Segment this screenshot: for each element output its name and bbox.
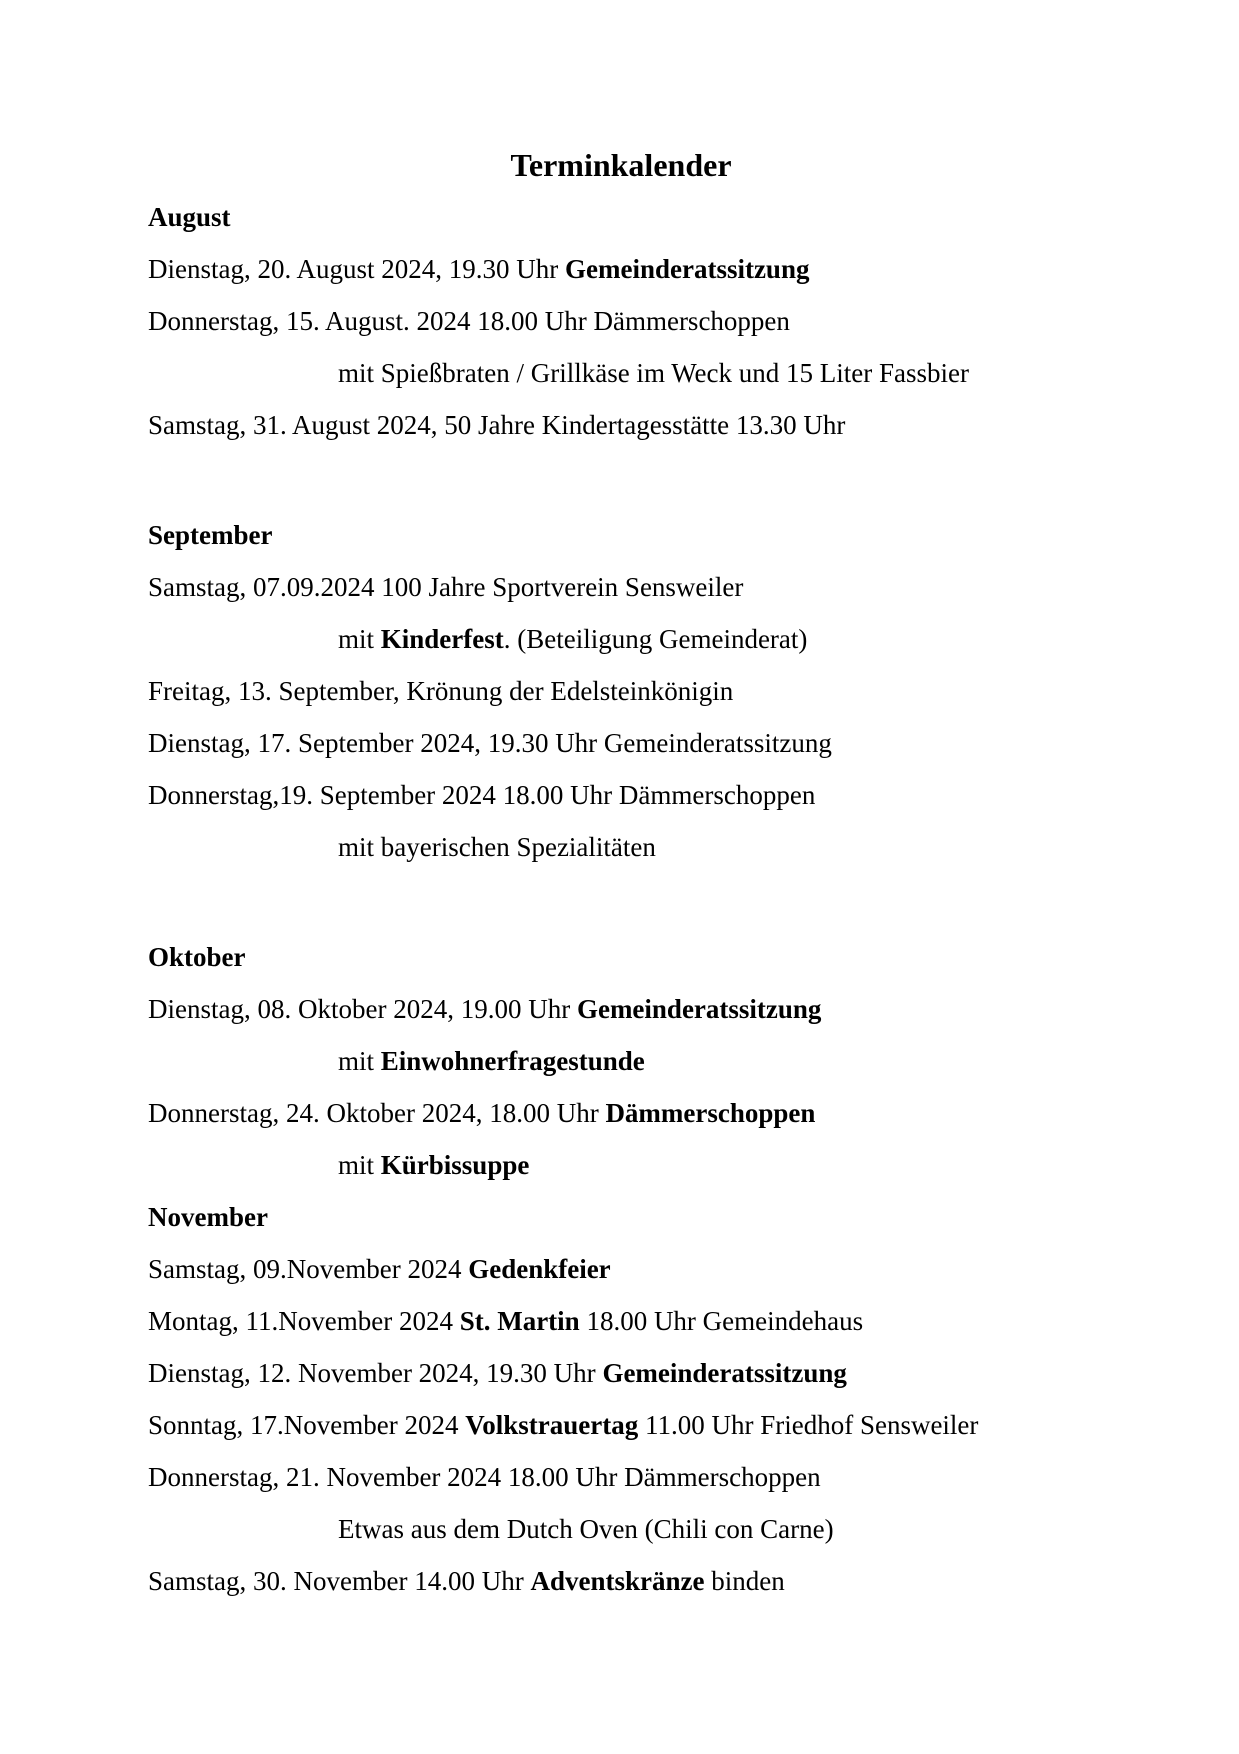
event-detail-line	[148, 1035, 1094, 1087]
month-heading: September	[148, 520, 273, 550]
event-line	[148, 1399, 1094, 1451]
blank-line	[148, 873, 1094, 931]
event-detail-line	[148, 1503, 1094, 1555]
event-highlight-text: Kürbissuppe	[380, 1150, 530, 1180]
event-highlight-text: Gemeinderatssitzung	[602, 1358, 847, 1388]
doc-body	[148, 191, 1094, 1607]
doc-title: Terminkalender	[510, 147, 732, 183]
event-line	[148, 1295, 1094, 1347]
event-text: Etwas aus dem Dutch Oven (Chili con Carne)	[338, 1514, 834, 1544]
event-text: Donnerstag,19. September 2024 18.00 Uhr Dämmerschoppen	[148, 780, 816, 810]
event-text: Dienstag, 12. November 2024, 19.30 Uhr	[148, 1358, 603, 1388]
event-highlight-text: Volkstrauertag	[465, 1410, 639, 1440]
event-text: mit bayerischen Spezialitäten	[338, 832, 656, 862]
month-heading: Oktober	[148, 942, 246, 972]
event-detail-line	[148, 347, 1094, 399]
event-line	[148, 399, 1094, 451]
blank-line	[148, 451, 1094, 509]
event-highlight-text: Adventskränze	[530, 1566, 705, 1596]
event-text: Sonntag, 17.November 2024	[148, 1410, 466, 1440]
event-line	[148, 561, 1094, 613]
event-text: Dienstag, 17. September 2024, 19.30 Uhr Gemeinderatssitzung	[148, 728, 832, 758]
event-highlight-text: Kinderfest	[380, 624, 504, 654]
event-text: Samstag, 30. November 14.00 Uhr	[148, 1566, 531, 1596]
event-text: Samstag, 07.09.2024 100 Jahre Sportverein Sensweiler	[148, 572, 744, 602]
event-line	[148, 1451, 1094, 1503]
event-line	[148, 1087, 1094, 1139]
event-highlight-text: Gemeinderatssitzung	[564, 254, 810, 284]
event-text: Dienstag, 20. August 2024, 19.30 Uhr	[148, 254, 565, 284]
event-text: Montag, 11.November 2024	[148, 1306, 460, 1336]
event-line	[148, 1555, 1094, 1607]
event-text: mit	[338, 1150, 381, 1180]
event-text: Donnerstag, 15. August. 2024 18.00 Uhr Dämmerschoppen	[148, 306, 790, 336]
event-highlight-text: Einwohnerfragestunde	[380, 1046, 645, 1076]
event-highlight-text: Dämmerschoppen	[605, 1098, 816, 1128]
event-text: mit	[338, 624, 381, 654]
event-text: . (Beteiligung Gemeinderat)	[503, 624, 808, 654]
event-line	[148, 665, 1094, 717]
event-line	[148, 243, 1094, 295]
event-line	[148, 717, 1094, 769]
event-text: 11.00 Uhr Friedhof Sensweiler	[638, 1410, 979, 1440]
event-text: Dienstag, 08. Oktober 2024, 19.00 Uhr	[148, 994, 577, 1024]
event-highlight-text: St. Martin	[459, 1306, 580, 1336]
event-detail-line	[148, 613, 1094, 665]
event-text: mit Spießbraten / Grillkäse im Weck und 15 Liter Fassbier	[338, 358, 969, 388]
month-heading: November	[148, 1202, 268, 1232]
event-text: 18.00 Uhr Gemeindehaus	[579, 1306, 864, 1336]
event-line	[148, 769, 1094, 821]
event-line	[148, 1347, 1094, 1399]
event-text: Samstag, 09.November 2024	[148, 1254, 469, 1284]
event-line	[148, 983, 1094, 1035]
event-line	[148, 1243, 1094, 1295]
event-highlight-text: Gedenkfeier	[468, 1254, 611, 1284]
event-text: mit	[338, 1046, 381, 1076]
event-text: Donnerstag, 21. November 2024 18.00 Uhr Dämmerschoppen	[148, 1462, 821, 1492]
event-text: Donnerstag, 24. Oktober 2024, 18.00 Uhr	[148, 1098, 606, 1128]
event-detail-line	[148, 821, 1094, 873]
event-highlight-text: Gemeinderatssitzung	[576, 994, 822, 1024]
event-detail-line	[148, 1139, 1094, 1191]
event-line	[148, 295, 1094, 347]
month-heading: August	[148, 202, 231, 232]
event-text: Freitag, 13. September, Krönung der Edelsteinkönigin	[148, 676, 734, 706]
event-text: Samstag, 31. August 2024, 50 Jahre Kindertagesstätte 13.30 Uhr	[148, 410, 846, 440]
event-text: binden	[704, 1566, 785, 1596]
